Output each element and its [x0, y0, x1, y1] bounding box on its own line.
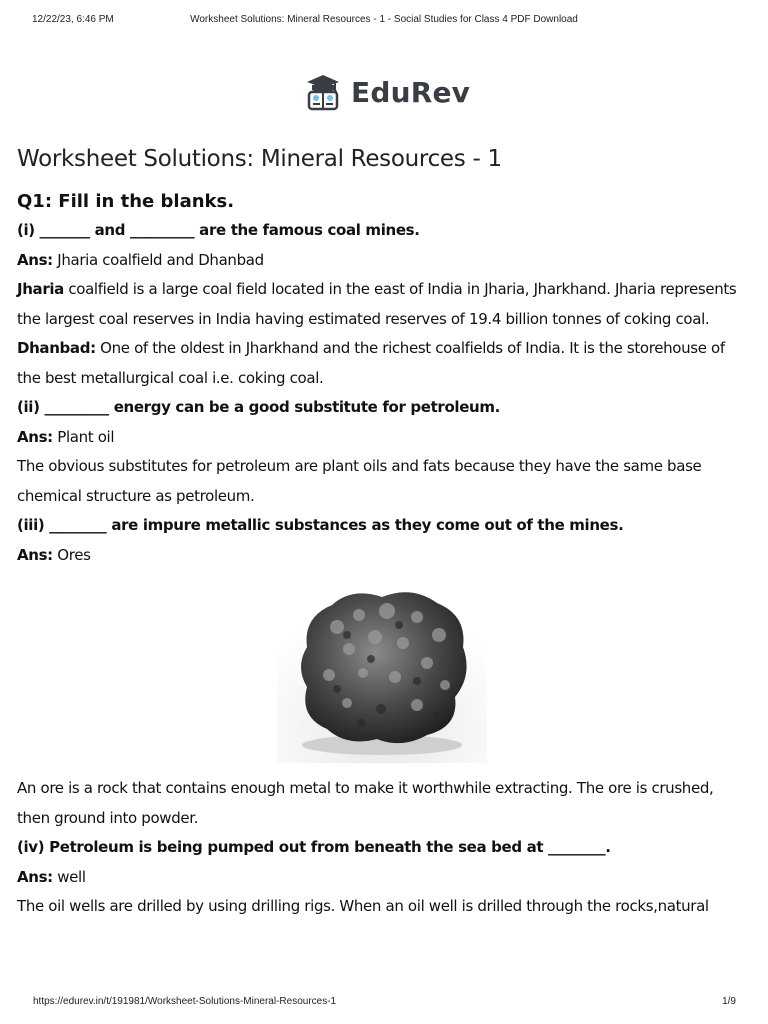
- dhanbad-explanation: [17, 334, 747, 393]
- print-header: [0, 14, 768, 30]
- print-url: https://edurev.in/t/191981/Worksheet-Solutions-Mineral-Resources-1: [33, 996, 337, 1007]
- page-title: Worksheet Solutions: Mineral Resources - 1: [17, 146, 502, 172]
- answer-2: [17, 423, 747, 453]
- graduation-cap-book-icon: [303, 73, 343, 111]
- dhanbad-term: Dhanbad:: [17, 339, 96, 357]
- print-footer: [0, 994, 768, 1010]
- answer-text: well: [52, 867, 86, 886]
- petroleum-explanation: The obvious substitutes for petroleum are plant oils and fats because they have the same base chemical structure as petroleum.: [17, 457, 702, 505]
- edurev-logo[interactable]: [303, 72, 470, 112]
- oil-well-explanation: The oil wells are drilled by using drilling rigs. When an oil well is drilled through the rocks,natural: [17, 897, 709, 915]
- print-page-title: Worksheet Solutions: Mineral Resources - 1 - Social Studies for Class 4 PDF Download: [190, 14, 578, 25]
- question-1: (i) _______ and _________ are the famous coal mines.: [17, 221, 420, 239]
- section-title: Q1: Fill in the blanks.: [17, 191, 235, 212]
- worksheet-content: [17, 140, 747, 922]
- question-4: (iv) Petroleum is being pumped out from beneath the sea bed at ________.: [17, 838, 611, 856]
- answer-text: Ores: [52, 545, 91, 564]
- answer-label: Ans:: [17, 867, 53, 886]
- print-date: 12/22/23, 6:46 PM: [32, 14, 114, 25]
- answer-text: Plant oil: [52, 427, 115, 446]
- ore-rock-image: [277, 577, 487, 763]
- jharia-term: Jharia: [17, 280, 64, 298]
- ore-explanation: An ore is a rock that contains enough metal to make it worthwhile extracting. The ore is crushed, then ground into powder.: [17, 779, 714, 827]
- logo-wordmark: EduRev: [351, 75, 471, 109]
- answer-label: Ans:: [17, 427, 53, 446]
- dhanbad-text: One of the oldest in Jharkhand and the richest coalfields of India. It is the storehouse of the best metallurgical coal i.e. coking coal.: [17, 339, 725, 387]
- question-2: (ii) _________ energy can be a good substitute for petroleum.: [17, 398, 501, 416]
- ore-figure: [17, 574, 747, 766]
- question-3: (iii) ________ are impure metallic substances as they come out of the mines.: [17, 516, 624, 534]
- jharia-explanation: [17, 275, 747, 334]
- answer-label: Ans:: [17, 250, 53, 269]
- answer-3: [17, 541, 747, 571]
- answer-1: [17, 246, 747, 276]
- page-number: 1/9: [722, 996, 736, 1007]
- answer-text: Jharia coalfield and Dhanbad: [52, 250, 264, 269]
- answer-label: Ans:: [17, 545, 53, 564]
- jharia-text: coalfield is a large coal field located in the east of India in Jharia, Jharkhand. Jharia represents the largest coal reserves in India having estimated reserves of 19.4 billion tonnes of coking coal.: [17, 280, 737, 328]
- answer-4: [17, 863, 747, 893]
